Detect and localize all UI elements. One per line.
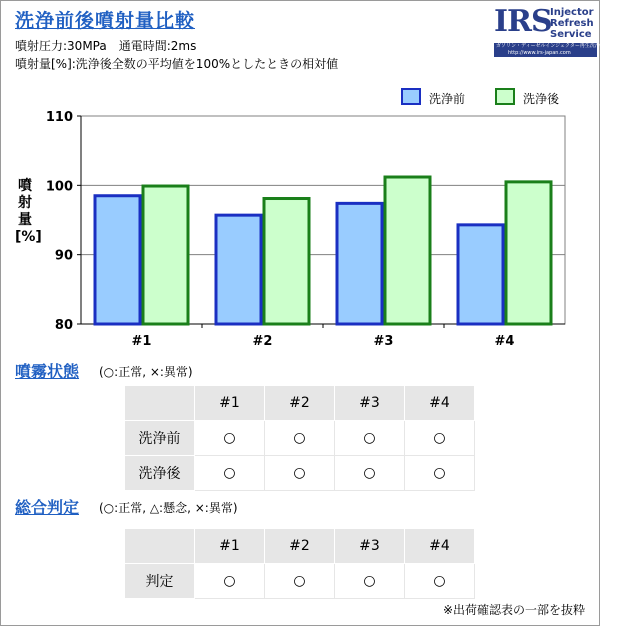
injection-bar-chart [1, 1, 601, 351]
x-tick-label: #2 [252, 334, 273, 349]
status-cell: ○ [265, 421, 335, 456]
page-title: 洗浄前後噴射量比較 [15, 10, 196, 32]
logo-word-3: Service [550, 29, 592, 40]
table-header-row [125, 386, 475, 421]
bar-before [95, 196, 140, 324]
status-cell: ○ [195, 421, 265, 456]
bar-before [216, 215, 261, 324]
table-corner [125, 529, 195, 564]
spray-table [124, 385, 475, 491]
status-cell: ○ [195, 564, 265, 599]
row-label: 洗浄後 [125, 456, 195, 491]
logo-mark: IRS [494, 4, 552, 39]
footnote: ※出荷確認表の一部を抜粋 [442, 603, 585, 617]
status-cell: ○ [405, 564, 475, 599]
status-cell: ○ [405, 456, 475, 491]
status-cell: ○ [265, 564, 335, 599]
table-header-row [125, 529, 475, 564]
bar-after [385, 177, 430, 324]
column-header: #1 [195, 386, 265, 421]
y-tick-label: 80 [54, 318, 73, 333]
judgement-table [124, 528, 475, 599]
legend-label-before: 洗浄前 [429, 92, 466, 106]
bar-before [458, 225, 503, 324]
y-tick-label: 90 [54, 248, 73, 264]
row-label: 洗浄前 [125, 421, 195, 456]
column-header: #3 [335, 529, 405, 564]
table-corner [125, 386, 195, 421]
status-cell: ○ [405, 421, 475, 456]
y-axis-label: 噴射量[%] [15, 178, 42, 245]
logo-tagline: ガソリン・ディーゼルインジェクター再生洗浄サービス [496, 43, 620, 49]
x-tick-label: #1 [131, 334, 152, 349]
judgement-section-title: 総合判定 [15, 498, 80, 517]
row-label: 判定 [125, 564, 195, 599]
logo-word-2: Refresh [550, 18, 594, 29]
status-cell: ○ [195, 456, 265, 491]
status-cell: ○ [335, 456, 405, 491]
spray-section-title: 噴霧状態 [15, 362, 80, 381]
test-conditions: 噴射圧力:30MPa 通電時間:2ms [15, 39, 197, 53]
x-tick-label: #4 [494, 334, 515, 349]
column-header: #4 [405, 529, 475, 564]
table-row [125, 564, 475, 599]
bar-after [506, 182, 551, 324]
legend-label-after: 洗浄後 [523, 92, 560, 106]
spray-legend-note: (○:正常, ×:異常) [99, 365, 193, 379]
measurement-definition: 噴射量[%]:洗浄後全数の平均値を100%としたときの相対値 [15, 57, 339, 71]
status-cell: ○ [335, 421, 405, 456]
status-cell: ○ [335, 564, 405, 599]
column-header: #2 [265, 529, 335, 564]
column-header: #4 [405, 386, 475, 421]
judgement-legend-note: (○:正常, △:懸念, ×:異常) [99, 501, 238, 515]
column-header: #3 [335, 386, 405, 421]
column-header: #1 [195, 529, 265, 564]
table-row [125, 421, 475, 456]
bar-before [337, 203, 382, 324]
x-tick-label: #3 [373, 334, 394, 349]
y-tick-label: 110 [45, 110, 73, 125]
logo-word-1: Injector [550, 7, 594, 18]
bar-after [264, 199, 309, 324]
bar-after [143, 186, 188, 324]
column-header: #2 [265, 386, 335, 421]
logo-url: http://www.irs-japan.com [508, 50, 571, 56]
y-tick-label: 100 [45, 179, 73, 195]
status-cell: ○ [265, 456, 335, 491]
table-row [125, 456, 475, 491]
